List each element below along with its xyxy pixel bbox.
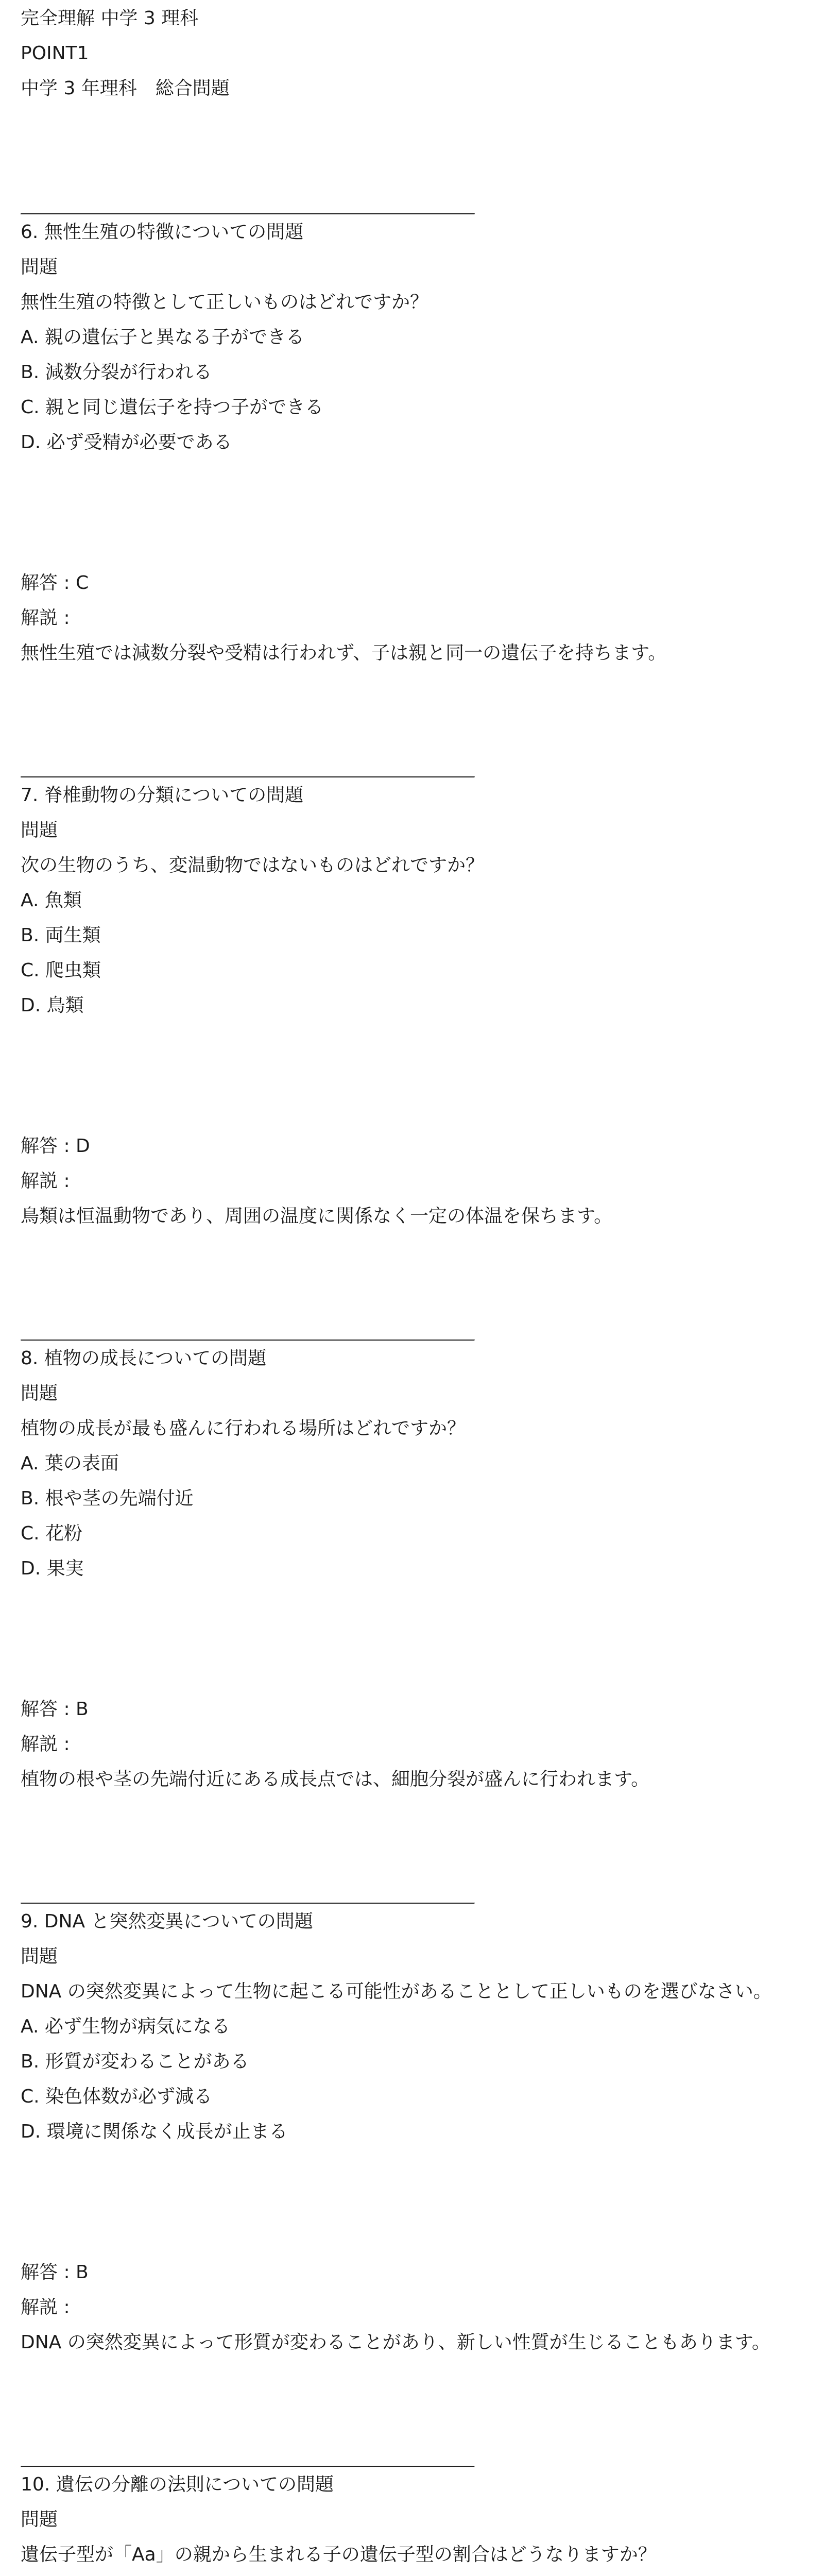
choice-a bbox=[21, 2572, 824, 2576]
explanation-label: 解説 : bbox=[21, 2297, 70, 2318]
problem-title: 7. 脊椎動物の分類についての問題 bbox=[21, 785, 304, 806]
choice-c: C. 花粉 bbox=[21, 1523, 83, 1544]
problem-title: 8. 植物の成長についての問題 bbox=[21, 1348, 267, 1369]
problem-section-9 bbox=[21, 1797, 824, 2360]
answer-text: 解答 : B bbox=[21, 1699, 89, 1720]
document-header bbox=[21, 0, 824, 106]
choice-c: C. 爬虫類 bbox=[21, 960, 101, 981]
question-text: 遺伝子型が「Aa」の親から生まれる子の遺伝子型の割合はどうなりますか？ bbox=[21, 2544, 657, 2565]
question-text: 次の生物のうち、変温動物ではないものはどれですか？ bbox=[21, 855, 485, 876]
problem-section-6 bbox=[21, 106, 824, 671]
answer-text: 解答 : D bbox=[21, 1136, 90, 1157]
choice-b: B. 両生類 bbox=[21, 925, 101, 946]
problem-section-8 bbox=[21, 1234, 824, 1797]
problem-title: 6. 無性生殖の特徴についての問題 bbox=[21, 222, 304, 243]
choice-d: D. 鳥類 bbox=[21, 995, 84, 1016]
question-label: 問題 bbox=[21, 257, 58, 278]
question-text: DNA の突然変異によって生物に起こる可能性があることとして正しいものを選びなさい。 bbox=[21, 1981, 772, 2002]
book-title: 完全理解 中学 3 理科 bbox=[21, 8, 199, 29]
choice-a: A. 親の遺伝子と異なる子ができる bbox=[21, 327, 304, 348]
answer-text: 解答 : C bbox=[21, 572, 89, 594]
choice-d: D. 果実 bbox=[21, 1558, 84, 1579]
explanation-text: 無性生殖では減数分裂や受精は行われず、子は親と同一の遺伝子を持ちます。 bbox=[21, 642, 667, 664]
question-text: 無性生殖の特徴として正しいものはどれですか？ bbox=[21, 292, 429, 313]
page-subtitle: 中学 3 年理科 総合問題 bbox=[21, 78, 230, 99]
problem-title: 10. 遺伝の分離の法則についての問題 bbox=[21, 2474, 334, 2495]
explanation-text: 鳥類は恒温動物であり、周囲の温度に関係なく一定の体温を保ちます。 bbox=[21, 1206, 613, 1227]
question-label: 問題 bbox=[21, 1946, 58, 1967]
point-label: POINT1 bbox=[21, 43, 89, 64]
choice-a: A. 魚類 bbox=[21, 890, 82, 911]
choice-a: A. 葉の表面 bbox=[21, 1453, 119, 1474]
choice-b: B. 根や茎の先端付近 bbox=[21, 1488, 194, 1509]
choice-c: C. 染色体数が必ず減る bbox=[21, 2086, 213, 2107]
explanation-label: 解説 : bbox=[21, 607, 70, 629]
answer-text: 解答 : B bbox=[21, 2262, 89, 2283]
explanation-text: 植物の根や茎の先端付近にある成長点では、細胞分裂が盛んに行われます。 bbox=[21, 1769, 650, 1790]
question-label: 問題 bbox=[21, 2509, 58, 2530]
choice-c: C. 親と同じ遺伝子を持つ子ができる bbox=[21, 397, 324, 418]
choice-b: B. 減数分裂が行われる bbox=[21, 362, 212, 383]
problem-section-10 bbox=[21, 2360, 824, 2576]
problem-section-7 bbox=[21, 671, 824, 1234]
explanation-label: 解説 : bbox=[21, 1734, 70, 1755]
explanation-label: 解説 : bbox=[21, 1171, 70, 1192]
explanation-text: DNA の突然変異によって形質が変わることがあり、新しい性質が生じることもあります。 bbox=[21, 2332, 770, 2353]
problem-title: 9. DNA と突然変異についての問題 bbox=[21, 1911, 313, 1932]
question-label: 問題 bbox=[21, 1383, 58, 1404]
choice-d: D. 必ず受精が必要である bbox=[21, 432, 232, 453]
choice-a: A. 必ず生物が病気になる bbox=[21, 2016, 230, 2037]
question-label: 問題 bbox=[21, 820, 58, 841]
question-text: 植物の成長が最も盛んに行われる場所はどれですか？ bbox=[21, 1418, 466, 1439]
choice-d: D. 環境に関係なく成長が止まる bbox=[21, 2121, 288, 2142]
choice-b: B. 形質が変わることがある bbox=[21, 2051, 249, 2072]
